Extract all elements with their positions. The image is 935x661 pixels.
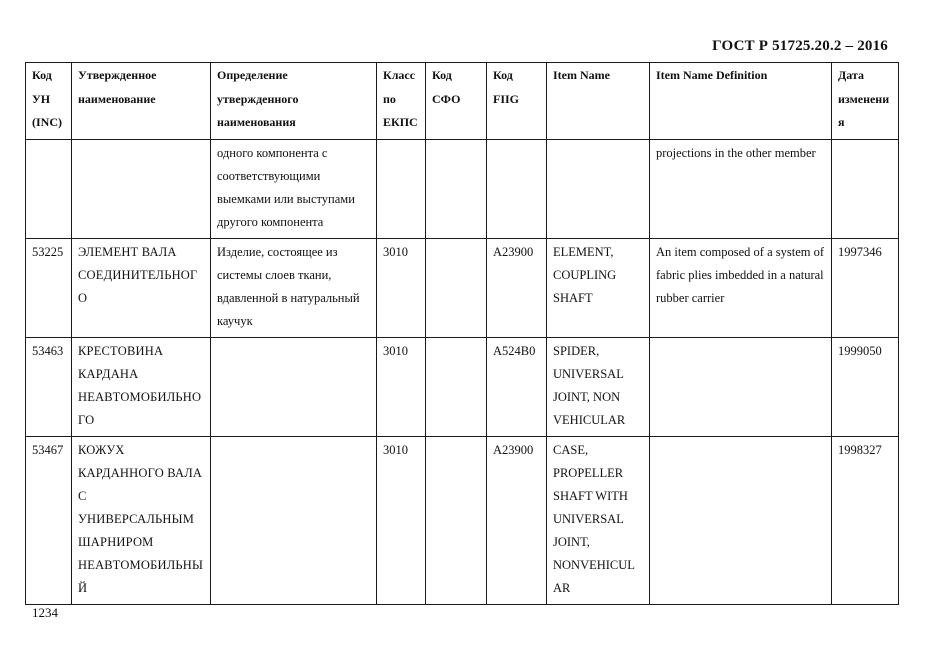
header-class-ekps: Класс по ЕКПС	[377, 63, 426, 140]
cell-item-definition: projections in the other member	[650, 139, 832, 238]
header-item-name-definition: Item Name Definition	[650, 63, 832, 140]
cell-fiig: A23900	[487, 436, 547, 604]
cell-class: 3010	[377, 436, 426, 604]
cell-date: 1999050	[832, 337, 899, 436]
cell-date	[832, 139, 899, 238]
cell-class: 3010	[377, 238, 426, 337]
cell-definition: Изделие, состоящее из системы слоев ткани, вдавленной в натуральный каучук	[211, 238, 377, 337]
cell-definition	[211, 436, 377, 604]
header-change-date: Дата изменения	[832, 63, 899, 140]
header-code-un: Код УН (INC)	[26, 63, 72, 140]
document-code: ГОСТ Р 51725.20.2 – 2016	[712, 38, 888, 54]
cell-sfo	[426, 139, 487, 238]
cell-name: КОЖУХ КАРДАННОГО ВАЛА С УНИВЕРСАЛЬНЫМ ШАРНИРОМ НЕАВТОМОБИЛЬНЫЙ	[72, 436, 211, 604]
cell-class	[377, 139, 426, 238]
cell-fiig: A23900	[487, 238, 547, 337]
header-approved-name: Утвержденное наименование	[72, 63, 211, 140]
cell-item-definition	[650, 436, 832, 604]
cell-sfo	[426, 436, 487, 604]
cell-fiig: A524B0	[487, 337, 547, 436]
cell-code: 53225	[26, 238, 72, 337]
table-row	[26, 139, 899, 238]
cell-date: 1997346	[832, 238, 899, 337]
page-number: 1234	[32, 605, 58, 620]
cell-code: 53467	[26, 436, 72, 604]
cell-name	[72, 139, 211, 238]
cell-class: 3010	[377, 337, 426, 436]
cell-item-name: CASE, PROPELLER SHAFT WITH UNIVERSAL JOINT, NONVEHICULAR	[547, 436, 650, 604]
table-header-row	[26, 63, 899, 140]
cell-item-name: SPIDER, UNIVERSAL JOINT, NON VEHICULAR	[547, 337, 650, 436]
cell-sfo	[426, 337, 487, 436]
table-row	[26, 337, 899, 436]
table-row	[26, 238, 899, 337]
cell-sfo	[426, 238, 487, 337]
cell-item-name	[547, 139, 650, 238]
catalog-table	[25, 62, 899, 605]
header-code-sfo: Код СФО	[426, 63, 487, 140]
cell-definition: одного компонента с соответствующими выемками или выступами другого компонента	[211, 139, 377, 238]
cell-definition	[211, 337, 377, 436]
cell-name: ЭЛЕМЕНТ ВАЛА СОЕДИНИТЕЛЬНОГО	[72, 238, 211, 337]
cell-name: КРЕСТОВИНА КАРДАНА НЕАВТОМОБИЛЬНОГО	[72, 337, 211, 436]
cell-item-name: ELEMENT, COUPLING SHAFT	[547, 238, 650, 337]
cell-code	[26, 139, 72, 238]
cell-date: 1998327	[832, 436, 899, 604]
header-definition: Определение утвержденного наименования	[211, 63, 377, 140]
table-row	[26, 436, 899, 604]
header-code-fiig: Код FIIG	[487, 63, 547, 140]
header-item-name: Item Name	[547, 63, 650, 140]
cell-code: 53463	[26, 337, 72, 436]
cell-item-definition: An item composed of a system of fabric plies imbedded in a natural rubber carrier	[650, 238, 832, 337]
cell-item-definition	[650, 337, 832, 436]
cell-fiig	[487, 139, 547, 238]
